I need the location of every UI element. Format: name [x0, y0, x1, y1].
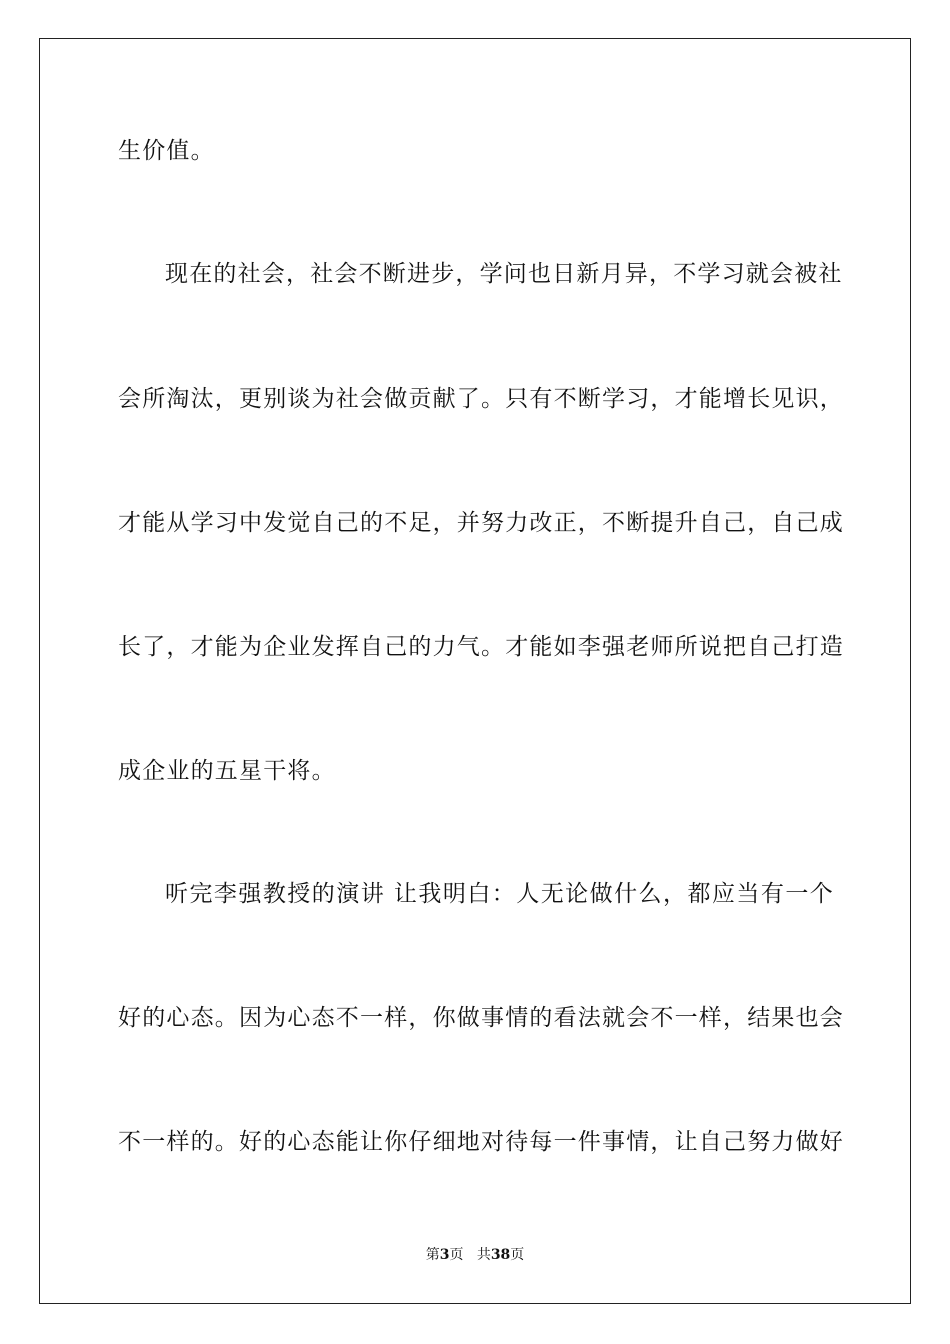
- text-line-9: 不一样的。好的心态能让你仔细地对待每一件事情，让自己努力做好: [118, 1129, 844, 1155]
- text-line-5: 长了，才能为企业发挥自己的力气。才能如李强老师所说把自己打造: [118, 634, 844, 660]
- footer-page-suffix: 页: [449, 1247, 464, 1263]
- text-line-7-paragraph-start: 听完李强教授的演讲 让我明白：人无论做什么，都应当有一个: [165, 881, 834, 907]
- text-line-1: 生价值。: [118, 138, 215, 164]
- text-line-4: 才能从学习中发觉自己的不足，并努力改正，不断提升自己，自己成: [118, 510, 844, 536]
- footer-page-prefix: 第: [425, 1247, 440, 1263]
- text-line-3: 会所淘汰，更别谈为社会做贡献了。只有不断学习，才能增长见识，: [118, 386, 844, 412]
- text-line-8: 好的心态。因为心态不一样，你做事情的看法就会不一样，结果也会: [118, 1005, 844, 1031]
- page-footer: [0, 1246, 950, 1264]
- footer-total-prefix: 共: [476, 1247, 491, 1263]
- text-line-6: 成企业的五星干将。: [118, 758, 336, 784]
- page-border: [39, 38, 911, 1304]
- text-line-2-paragraph-start: 现在的社会，社会不断进步，学问也日新月异，不学习就会被社: [165, 261, 843, 287]
- footer-page-number: 3: [439, 1247, 450, 1263]
- footer-total-pages: 38: [490, 1247, 511, 1263]
- footer-total-suffix: 页: [510, 1247, 525, 1263]
